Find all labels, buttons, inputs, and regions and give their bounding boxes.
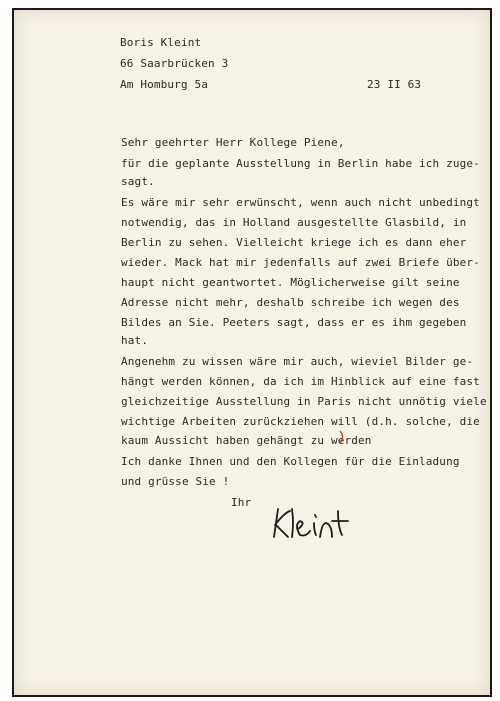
body-line: wichtige Arbeiten zurückziehen will (d.h. solche, die	[121, 415, 480, 428]
body-line: hat.	[121, 334, 149, 347]
body-line: und grüsse Sie !	[121, 475, 230, 488]
sender-city: Am Homburg 5a	[120, 78, 209, 91]
body-line: notwendig, das in Holland ausgestellte Glasbild, in	[121, 216, 467, 229]
letter-sheet	[12, 8, 492, 697]
body-line: sagt.	[121, 175, 155, 188]
signature	[270, 503, 380, 543]
letter-date: 23 II 63	[367, 78, 422, 91]
salutation: Sehr geehrter Herr Kollege Piene,	[121, 136, 345, 149]
body-line: kaum Aussicht haben gehängt zu werden	[121, 434, 372, 447]
body-line: Angenehm zu wissen wäre mir auch, wieviel Bilder ge-	[121, 355, 474, 368]
body-line: gleichzeitige Ausstellung in Paris nicht unnötig viele	[121, 395, 487, 408]
body-line: wieder. Mack hat mir jedenfalls auf zwei Briefe über-	[121, 256, 480, 269]
closing: Ihr	[231, 496, 252, 509]
body-line: hängt werden können, da ich im Hinblick auf eine fast	[121, 375, 480, 388]
sender-name: Boris Kleint	[120, 36, 202, 49]
body-line: haupt nicht geantwortet. Möglicherweise gilt seine	[121, 276, 460, 289]
red-parenthesis-mark	[339, 430, 345, 444]
body-line: für die geplante Ausstellung in Berlin habe ich zuge-	[121, 157, 480, 170]
body-line: Ich danke Ihnen und den Kollegen für die Einladung	[121, 455, 460, 468]
body-line: Es wäre mir sehr erwünscht, wenn auch nicht unbedingt	[121, 196, 480, 209]
body-line: Adresse nicht mehr, deshalb schreibe ich wegen des	[121, 296, 460, 309]
body-line: Bildes an Sie. Peeters sagt, dass er es ihm gegeben	[121, 316, 467, 329]
body-line: Berlin zu sehen. Vielleicht kriege ich es dann eher	[121, 236, 467, 249]
sender-street: 66 Saarbrücken 3	[120, 57, 229, 70]
